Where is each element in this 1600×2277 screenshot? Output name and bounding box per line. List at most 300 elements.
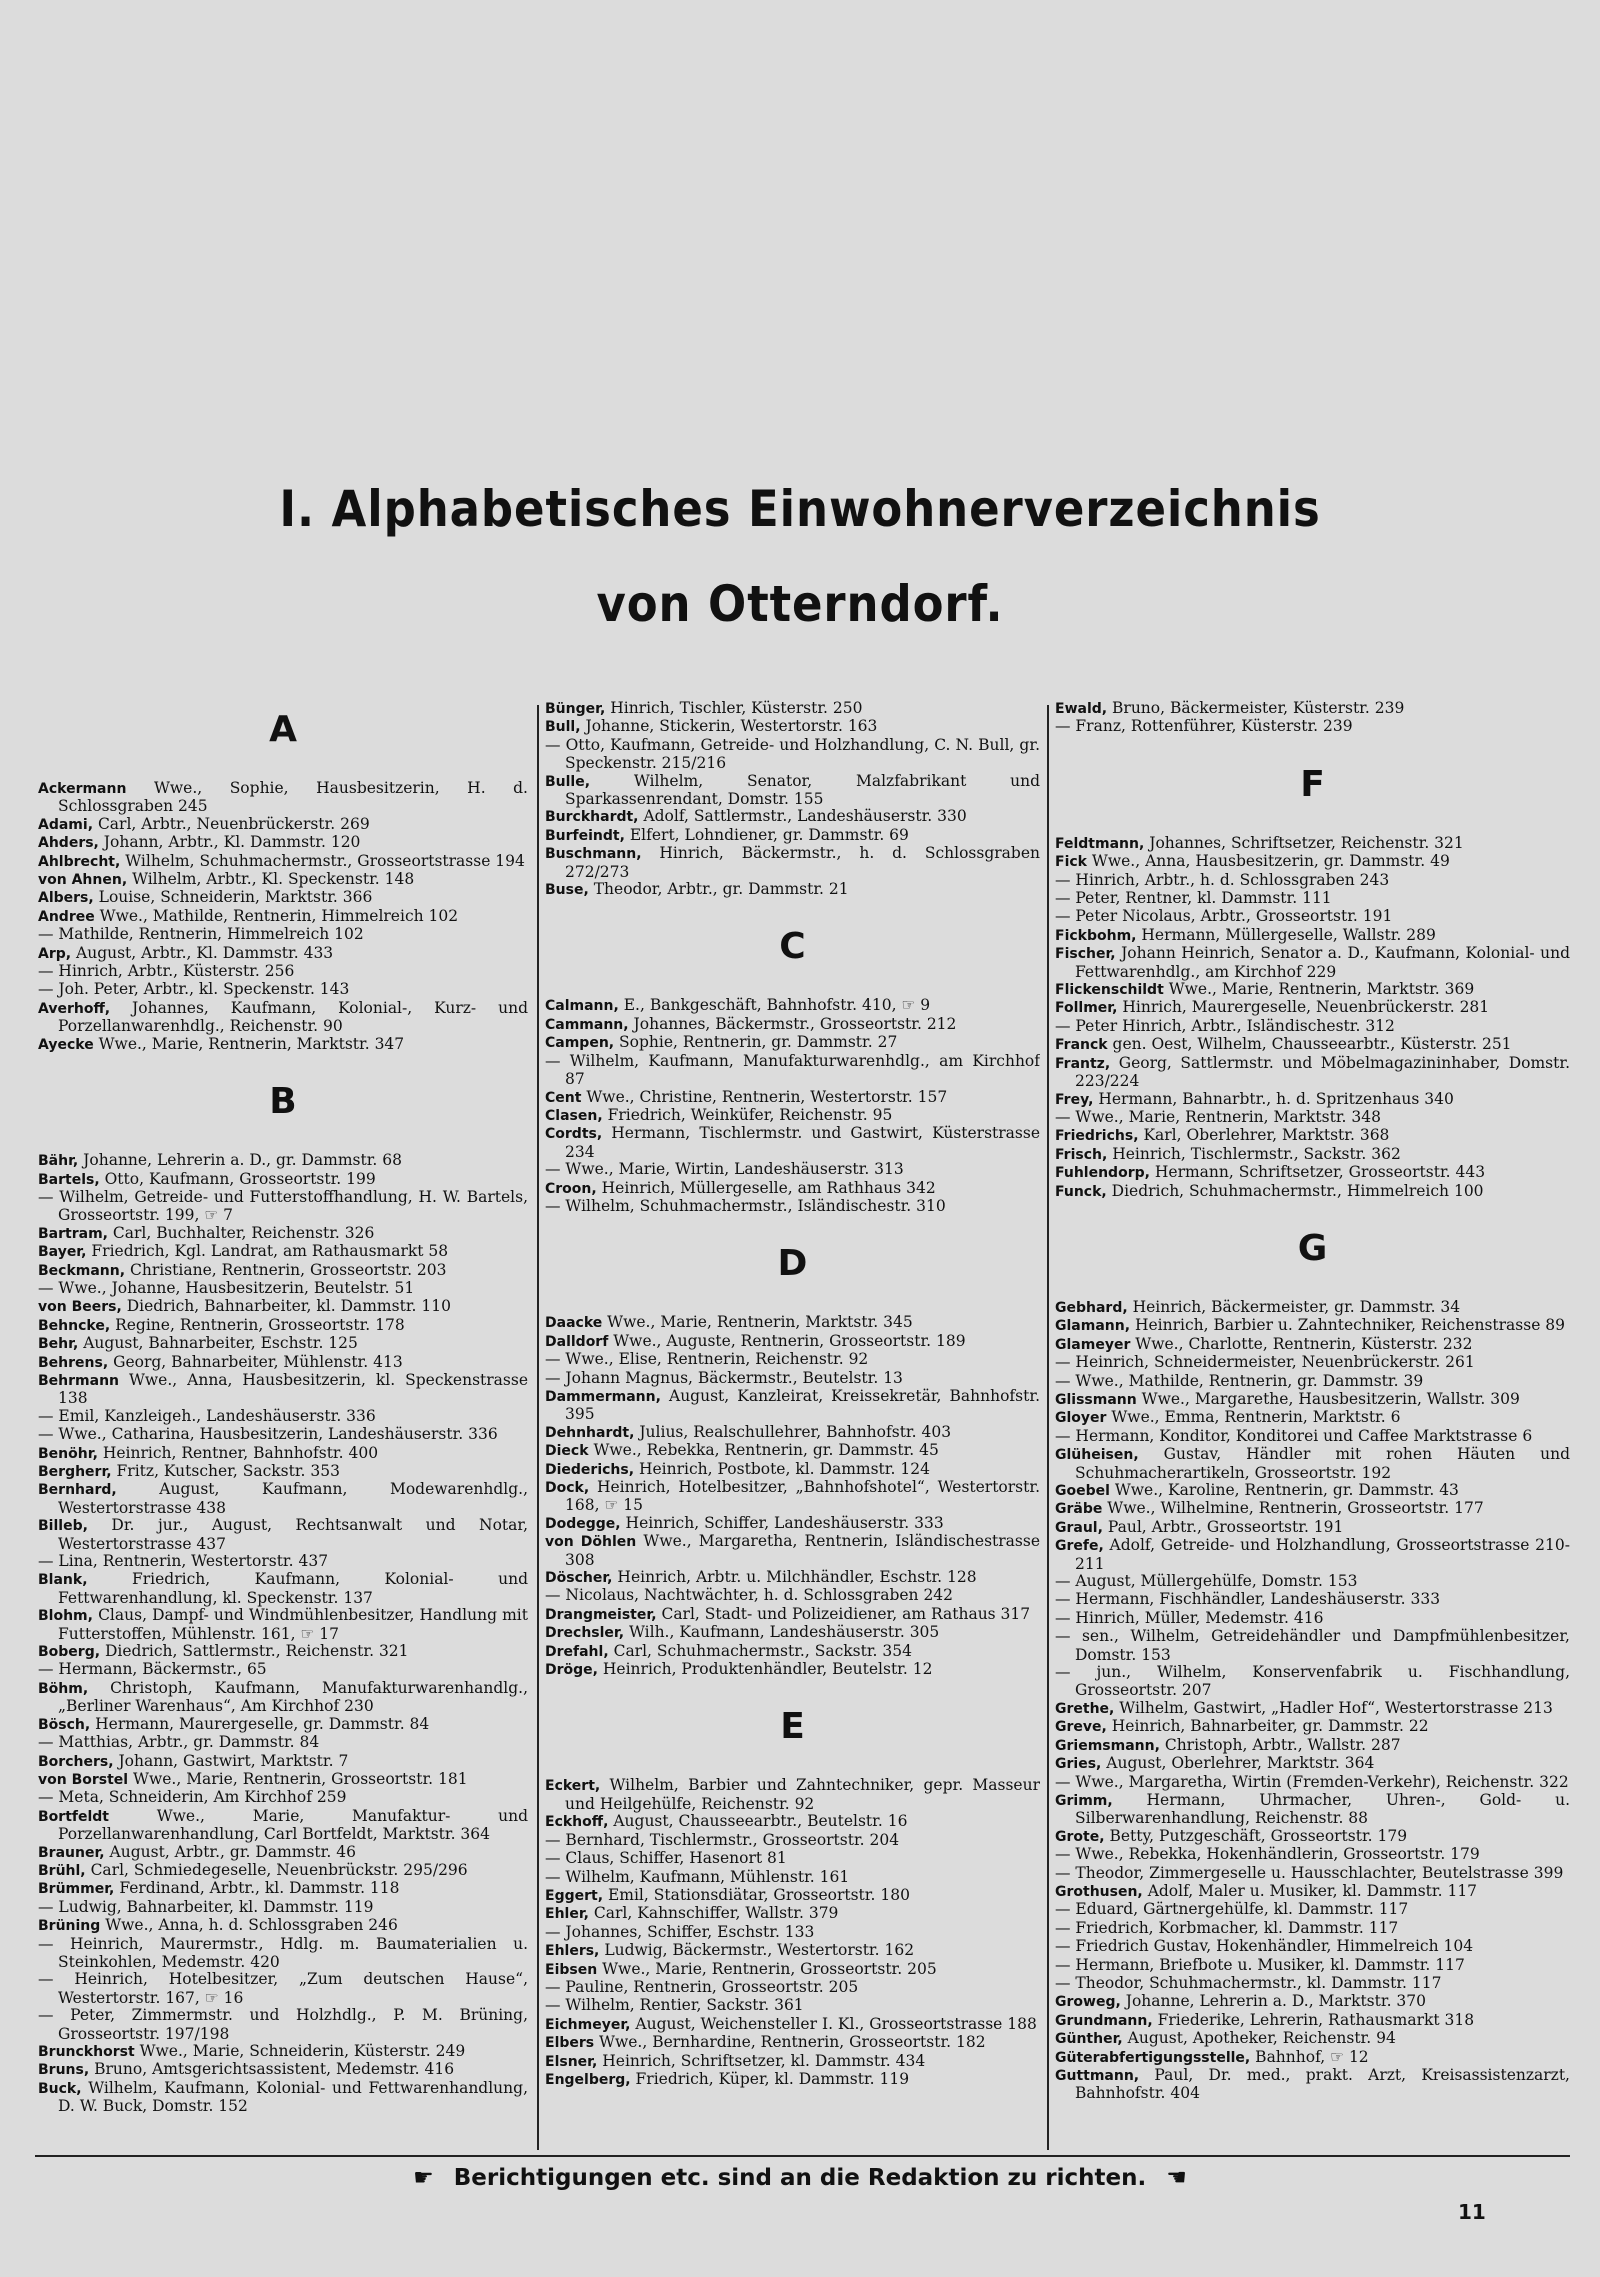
directory-entry <box>38 1408 528 1426</box>
entry-surname: Glissmann <box>1055 1391 1137 1408</box>
entry-details: — Hermann, Fischhändler, Landeshäuserstr. 333 <box>1055 1590 1441 1609</box>
page-number: 11 <box>1458 2200 1486 2224</box>
entry-details: Adolf, Sattlermstr., Landeshäuserstr. 330 <box>638 807 967 826</box>
entry-surname: Grothusen, <box>1055 1883 1143 1900</box>
entry-surname: Gloyer <box>1055 1410 1107 1427</box>
directory-entry <box>1055 1828 1570 1846</box>
directory-entry <box>1055 1591 1570 1609</box>
entry-details: Johanne, Lehrerin a. D., Marktstr. 370 <box>1120 1992 1427 2011</box>
entry-surname: Burfeindt, <box>545 827 625 844</box>
entry-surname: Glamann, <box>1055 1318 1131 1335</box>
directory-entry <box>545 1351 1040 1369</box>
directory-entry <box>38 1426 528 1444</box>
entry-details: Wwe., Auguste, Rentnerin, Grosseortstr. 189 <box>608 1331 966 1350</box>
pointing-hand-icon: ☚ <box>1166 2165 1187 2191</box>
directory-entry <box>545 2053 1040 2071</box>
column-3 <box>1055 700 1570 2150</box>
entry-details: — Nicolaus, Nachtwächter, h. d. Schlossgraben 242 <box>545 1586 954 1605</box>
entry-details: Wwe., Charlotte, Rentnerin, Küsterstr. 232 <box>1130 1334 1473 1353</box>
entry-details: August, Arbtr., Kl. Dammstr. 433 <box>71 943 334 962</box>
entry-details: Johann, Arbtr., Kl. Dammstr. 120 <box>98 833 361 852</box>
directory-entry <box>38 1607 528 1643</box>
entry-details: — Wwe., Catharina, Hausbesitzerin, Landeshäuserstr. 336 <box>38 1425 498 1444</box>
entry-details: August, Weichensteller I. Kl., Grosseortstrasse 188 <box>630 2014 1037 2033</box>
directory-entry <box>38 1225 528 1243</box>
directory-entry <box>545 1643 1040 1661</box>
footer-note <box>0 2165 1600 2191</box>
entry-surname: Dammermann, <box>545 1388 661 1405</box>
entry-surname: Franck <box>1055 1037 1108 1054</box>
directory-entry <box>1055 1354 1570 1372</box>
entry-details: — Friedrich, Korbmacher, kl. Dammstr. 117 <box>1055 1918 1399 1937</box>
entry-details: — Wwe., Mathilde, Rentnerin, gr. Dammstr. 39 <box>1055 1371 1424 1390</box>
entry-surname: Glüheisen, <box>1055 1447 1139 1464</box>
entry-details: — Peter, Rentner, kl. Dammstr. 111 <box>1055 889 1332 908</box>
directory-entry <box>1055 908 1570 926</box>
entry-details: Diedrich, Bahnarbeiter, kl. Dammstr. 110 <box>121 1297 451 1316</box>
column-1 <box>38 700 528 2150</box>
entry-details: Wwe., Marie, Rentnerin, Marktstr. 345 <box>602 1313 913 1332</box>
entry-details: — Theodor, Zimmergeselle u. Hausschlachter, Beutelstrasse 399 <box>1055 1863 1564 1882</box>
entry-details: Georg, Bahnarbeiter, Mühlenstr. 413 <box>108 1352 403 1371</box>
entry-details: Heinrich, Tischlermstr., Sackstr. 362 <box>1107 1144 1401 1163</box>
entry-details: Johannes, Kaufmann, Kolonial-, Kurz- und Porzellanwarenhdlg., Reichenstr. 90 <box>58 998 528 1036</box>
directory-entry <box>545 1442 1040 1460</box>
directory-entry <box>545 1034 1040 1052</box>
directory-entry <box>545 1370 1040 1388</box>
entry-details: — Heinrich, Schneidermeister, Neuenbrückerstr. 261 <box>1055 1353 1475 1372</box>
directory-entry <box>38 1753 528 1771</box>
entry-details: — Wilhelm, Schuhmachermstr., Isländischestr. 310 <box>545 1196 946 1215</box>
directory-entry <box>38 1716 528 1734</box>
entry-surname: von Beers, <box>38 1299 122 1316</box>
entry-details: Wwe., Marie, Manufaktur- und Porzellanwarenhandlung, Carl Bortfeldt, Marktstr. 364 <box>58 1806 528 1844</box>
entry-details: Wwe., Emma, Rentnerin, Marktstr. 6 <box>1106 1408 1401 1427</box>
entry-details: Wilhelm, Schuhmachermstr., Grosseortstrasse 194 <box>120 851 525 870</box>
entry-surname: Dieck <box>545 1443 589 1460</box>
entry-details: Johannes, Bäckermstr., Grosseortstr. 212 <box>628 1014 957 1033</box>
entry-surname: Grethe, <box>1055 1700 1115 1717</box>
entry-surname: Bull, <box>545 719 581 736</box>
entry-details: Wwe., Rebekka, Rentnerin, gr. Dammstr. 45 <box>588 1441 939 1460</box>
entry-surname: Brüning <box>38 1918 101 1935</box>
directory-entry <box>38 981 528 999</box>
entry-details: Heinrich, Postbote, kl. Dammstr. 124 <box>634 1459 930 1478</box>
entry-details: — jun., Wilhelm, Konservenfabrik u. Fischhandlung, Grosseortstr. 207 <box>1055 1663 1570 1700</box>
entry-details: Wilhelm, Arbtr., Kl. Speckenstr. 148 <box>127 870 415 889</box>
entry-details: Hermann, Müllergeselle, Wallstr. 289 <box>1136 925 1436 944</box>
entry-surname: Günther, <box>1055 2031 1123 2048</box>
directory-entry <box>1055 700 1570 718</box>
directory-entry <box>38 1734 528 1752</box>
directory-entry <box>38 1553 528 1571</box>
directory-entry <box>38 2007 528 2043</box>
entry-details: Johann Heinrich, Senator a. D., Kaufmann, Kolonial- und Fettwarenhdlg., am Kirchhof 229 <box>1075 944 1570 981</box>
column-divider <box>537 705 539 2150</box>
entry-details: — Johann Magnus, Bäckermstr., Beutelstr. 13 <box>545 1368 903 1387</box>
page-title: I. Alphabetisches Einwohnerverzeichnis <box>279 480 1321 538</box>
directory-entry <box>38 780 528 816</box>
entry-details: Wilh., Kaufmann, Landeshäuserstr. 305 <box>624 1623 940 1642</box>
entry-surname: Bähr, <box>38 1153 79 1170</box>
directory-entry <box>38 834 528 852</box>
entry-surname: Fischer, <box>1055 946 1116 963</box>
entry-surname: Friedrichs, <box>1055 1128 1139 1145</box>
entry-surname: Güterabfertigungsstelle, <box>1055 2049 1251 2066</box>
entry-details: — Wilhelm, Kaufmann, Mühlenstr. 161 <box>545 1867 850 1886</box>
entry-surname: Cent <box>545 1089 582 1106</box>
entry-details: Christoph, Kaufmann, Manufakturwarenhandlg., „Berliner Warenhaus“, Am Kirchhof 230 <box>58 1678 528 1716</box>
entry-details: Heinrich, Barbier u. Zahntechniker, Reichenstrasse 89 <box>1130 1316 1566 1335</box>
entry-details: August, Apotheker, Reichenstr. 94 <box>1122 2029 1396 2048</box>
entry-surname: Ehler, <box>545 1906 589 1923</box>
entry-surname: Bortfeldt <box>38 1808 109 1825</box>
directory-entry <box>38 1000 528 1036</box>
entry-surname: Dröge, <box>545 1662 598 1679</box>
directory-entry <box>545 1125 1040 1161</box>
entry-details: Karl, Oberlehrer, Marktstr. 368 <box>1138 1126 1390 1145</box>
entry-details: Hinrich, Tischler, Küsterstr. 250 <box>605 700 863 717</box>
entry-surname: Greve, <box>1055 1719 1107 1736</box>
directory-entry <box>1055 1865 1570 1883</box>
entry-details: Paul, Arbtr., Grosseortstr. 191 <box>1102 1517 1344 1536</box>
entry-surname: Bösch, <box>38 1716 91 1733</box>
entry-details: Wwe., Margarethe, Hausbesitzerin, Wallstr. 309 <box>1136 1389 1520 1408</box>
entry-details: Elfert, Lohndiener, gr. Dammstr. 69 <box>624 825 909 844</box>
entry-details: — Matthias, Arbtr., gr. Dammstr. 84 <box>38 1733 320 1752</box>
entry-details: Friedrich, Weinküfer, Reichenstr. 95 <box>602 1105 893 1124</box>
entry-surname: Follmer, <box>1055 1000 1118 1017</box>
entry-details: Carl, Schmiedegeselle, Neuenbrückstr. 295/296 <box>85 1860 468 1879</box>
entry-details: Paul, Dr. med., prakt. Arzt, Kreisassistenzarzt, Bahnhofstr. 404 <box>1075 2066 1570 2103</box>
entry-details: Dr. jur., August, Rechtsanwalt und Notar, Westertorstrasse 437 <box>58 1516 528 1553</box>
directory-entry <box>1055 1737 1570 1755</box>
directory-entry <box>38 1789 528 1807</box>
entry-details: — Hinrich, Arbtr., h. d. Schlossgraben 243 <box>1055 870 1390 889</box>
entry-details: Emil, Stationsdiätar, Grosseortstr. 180 <box>603 1885 910 1904</box>
directory-entry <box>1055 1409 1570 1427</box>
entry-details: Wwe., Mathilde, Rentnerin, Himmelreich 102 <box>94 906 459 925</box>
entry-surname: Eibsen <box>545 1961 598 1978</box>
entry-details: Wwe., Marie, Rentnerin, Grosseortstr. 181 <box>128 1769 468 1788</box>
entry-surname: Arp, <box>38 945 72 962</box>
entry-surname: von Borstel <box>38 1771 129 1788</box>
entry-surname: Frisch, <box>1055 1146 1108 1163</box>
directory-entry <box>38 1899 528 1917</box>
entry-details: Wwe., Anna, Hausbesitzerin, kl. Speckenstrasse 138 <box>58 1370 528 1408</box>
entry-details: Heinrich, Rentner, Bahnhofstr. 400 <box>97 1443 379 1462</box>
entry-details: Wwe., Margaretha, Rentnerin, Isländischestrasse 308 <box>565 1532 1040 1569</box>
entry-details: — Joh. Peter, Arbtr., kl. Speckenstr. 143 <box>38 980 350 999</box>
directory-entry <box>545 1107 1040 1125</box>
entry-surname: Groweg, <box>1055 1994 1121 2011</box>
directory-entry <box>1055 1164 1570 1182</box>
directory-entry <box>38 816 528 834</box>
entry-surname: Blank, <box>38 1572 88 1589</box>
directory-entry <box>545 827 1040 845</box>
entry-surname: Brühl, <box>38 1862 86 1879</box>
directory-entry <box>1055 1428 1570 1446</box>
directory-entry <box>1055 890 1570 908</box>
entry-surname: Andree <box>38 908 95 925</box>
entry-details: Wwe., Bernhardine, Rentnerin, Grosseortstr. 182 <box>594 2033 986 2052</box>
directory-entry <box>545 700 1040 718</box>
entry-details: Wwe., Christine, Rentnerin, Westertorstr. 157 <box>581 1087 948 1106</box>
entry-surname: Grote, <box>1055 1828 1105 1845</box>
directory-entry <box>545 845 1040 881</box>
directory-entry <box>545 1314 1040 1332</box>
entry-surname: Fick <box>1055 854 1087 871</box>
entry-details: Gustav, Händler mit rohen Häuten und Schuhmacherartikeln, Grosseortstr. 192 <box>1075 1445 1570 1482</box>
directory-entry <box>1055 1537 1570 1573</box>
directory-entry <box>38 1171 528 1189</box>
directory-entry <box>38 908 528 926</box>
directory-entry <box>1055 1901 1570 1919</box>
entry-details: Hermann, Bahnarbtr., h. d. Spritzenhaus 340 <box>1093 1089 1454 1108</box>
entry-details: — Johannes, Schiffer, Eschstr. 133 <box>545 1922 815 1941</box>
entry-surname: Burckhardt, <box>545 809 639 826</box>
entry-surname: Behrens, <box>38 1354 109 1371</box>
entry-surname: von Döhlen <box>545 1534 637 1551</box>
entry-details: Diedrich, Sattlermstr., Reichenstr. 321 <box>100 1642 409 1661</box>
entry-details: — Wwe., Marie, Rentnerin, Marktstr. 348 <box>1055 1107 1381 1126</box>
entry-details: — Hinrich, Arbtr., Küsterstr. 256 <box>38 962 295 981</box>
entry-details: Sophie, Rentnerin, gr. Dammstr. 27 <box>614 1033 898 1052</box>
entry-surname: Eckert, <box>545 1778 601 1795</box>
directory-entry <box>38 1354 528 1372</box>
directory-entry <box>545 1016 1040 1034</box>
directory-entry <box>545 737 1040 773</box>
entry-details: — Wwe., Marie, Wirtin, Landeshäuserstr. 313 <box>545 1160 904 1179</box>
entry-details: Betty, Putzgeschäft, Grosseortstr. 179 <box>1104 1826 1408 1845</box>
directory-entry <box>1055 1336 1570 1354</box>
entry-details: Christiane, Rentnerin, Grosseortstr. 203 <box>125 1260 447 1279</box>
entry-surname: Adami, <box>38 816 94 833</box>
directory-entry <box>545 1661 1040 1679</box>
directory-entry <box>1055 2067 1570 2103</box>
directory-entry <box>545 2034 1040 2052</box>
entry-surname: Gräbe <box>1055 1501 1103 1518</box>
entry-details: Bruno, Amtsgerichtsassistent, Medemstr. 416 <box>89 2060 455 2079</box>
directory-entry <box>1055 2030 1570 2048</box>
entry-details: Wwe., Sophie, Hausbesitzerin, H. d. Schlossgraben 245 <box>58 779 528 816</box>
entry-details: — Hermann, Konditor, Konditorei und Caffee Marktstrasse 6 <box>1055 1426 1533 1445</box>
entry-surname: Grefe, <box>1055 1538 1104 1555</box>
entry-surname: Elsner, <box>545 2053 598 2070</box>
directory-entry <box>1055 945 1570 981</box>
directory-entry <box>545 1869 1040 1887</box>
directory-entry <box>38 853 528 871</box>
entry-details: Hermann, Maurergeselle, gr. Dammstr. 84 <box>90 1714 430 1733</box>
entry-surname: Cordts, <box>545 1126 603 1143</box>
entry-surname: Goebel <box>1055 1483 1110 1499</box>
section-letter: E <box>780 1706 805 1748</box>
entry-details: Friedrich, Kgl. Landrat, am Rathausmarkt 58 <box>86 1242 449 1261</box>
entry-surname: Griemsmann, <box>1055 1737 1160 1754</box>
entry-surname: Fickbohm, <box>1055 927 1137 944</box>
directory-entry <box>545 1979 1040 1997</box>
directory-entry <box>1055 1127 1570 1145</box>
entry-surname: Ahders, <box>38 835 99 852</box>
directory-entry <box>1055 1391 1570 1409</box>
entry-surname: Bruns, <box>38 2062 90 2079</box>
directory-entry <box>38 1661 528 1679</box>
entry-surname: Behrmann <box>38 1372 120 1389</box>
directory-entry <box>545 1515 1040 1533</box>
directory-entry <box>1055 1299 1570 1317</box>
directory-entry <box>1055 835 1570 853</box>
directory-entry <box>1055 1993 1570 2011</box>
entry-details: Heinrich, Bahnarbeiter, gr. Dammstr. 22 <box>1106 1717 1429 1736</box>
entry-details: Wwe., Wilhelmine, Rentnerin, Grosseortstr. 177 <box>1102 1499 1484 1518</box>
entry-details: — Otto, Kaufmann, Getreide- und Holzhandlung, C. N. Bull, gr. Speckenstr. 215/216 <box>545 735 1040 773</box>
directory-entry <box>1055 1573 1570 1591</box>
pointing-hand-icon: ☛ <box>413 2165 434 2191</box>
entry-surname: Ackermann <box>38 781 127 797</box>
entry-surname: Buck, <box>38 2080 82 2097</box>
entry-surname: Ahlbrecht, <box>38 853 121 870</box>
entry-surname: Croon, <box>545 1180 597 1197</box>
directory-entry <box>38 1262 528 1280</box>
directory-entry <box>545 1161 1040 1179</box>
entry-details: Bahnhof, ☞ 12 <box>1250 2047 1369 2066</box>
entry-details: — Peter Nicolaus, Arbtr., Grosseortstr. 191 <box>1055 907 1393 926</box>
directory-entry <box>1055 1755 1570 1773</box>
entry-surname: Frantz, <box>1055 1055 1111 1072</box>
directory-entry <box>1055 1055 1570 1091</box>
directory-entry <box>1055 1883 1570 1901</box>
directory-entry <box>545 1777 1040 1813</box>
entry-details: — August, Müllergehülfe, Domstr. 153 <box>1055 1572 1358 1591</box>
entry-details: — Heinrich, Hotelbesitzer, „Zum deutschen Hause“, Westertorstr. 167, ☞ 16 <box>38 1970 528 2007</box>
entry-details: Johannes, Schriftsetzer, Reichenstr. 321 <box>1144 833 1464 852</box>
entry-surname: Eckhoff, <box>545 1814 609 1831</box>
entry-details: Heinrich, Schriftsetzer, kl. Dammstr. 434 <box>597 2051 926 2070</box>
entry-surname: Clasen, <box>545 1107 603 1124</box>
directory-entry <box>1055 1920 1570 1938</box>
entry-surname: Buse, <box>545 882 589 899</box>
entry-details: — Mathilde, Rentnerin, Himmelreich 102 <box>38 925 364 944</box>
entry-surname: Averhoff, <box>38 1000 111 1017</box>
entry-details: Wwe., Marie, Schneiderin, Küsterstr. 249 <box>134 2042 466 2060</box>
directory-entry <box>1055 2012 1570 2030</box>
entry-details: — Wilhelm, Kaufmann, Manufakturwarenhdlg., am Kirchhof 87 <box>545 1051 1040 1089</box>
entry-details: Wilhelm, Senator, Malzfabrikant und Sparkassenrendant, Domstr. 155 <box>565 771 1040 809</box>
column-2 <box>545 700 1040 2150</box>
entry-details: Fritz, Kutscher, Sackstr. 353 <box>111 1462 340 1480</box>
entry-surname: Grimm, <box>1055 1792 1113 1809</box>
entry-surname: Döscher, <box>545 1570 613 1587</box>
entry-details: Julius, Realschullehrer, Bahnhofstr. 403 <box>634 1422 952 1441</box>
directory-entry <box>545 1624 1040 1642</box>
entry-surname: Bergherr, <box>38 1464 112 1480</box>
directory-entry <box>545 1832 1040 1850</box>
entry-surname: Brauner, <box>38 1844 105 1861</box>
directory-entry <box>545 881 1040 899</box>
entry-details: Claus, Dampf- und Windmühlenbesitzer, Handlung mit Futterstoffen, Mühlenstr. 161, ☞ 17 <box>58 1606 528 1643</box>
entry-details: Diedrich, Schuhmachermstr., Himmelreich 100 <box>1106 1181 1484 1200</box>
entry-details: — Wwe., Elise, Rentnerin, Reichenstr. 92 <box>545 1350 869 1369</box>
directory-entry <box>38 1808 528 1844</box>
directory-entry <box>1055 1792 1570 1828</box>
directory-entry <box>545 1997 1040 2015</box>
entry-details: Hermann, Tischlermstr. und Gastwirt, Küsterstrasse 234 <box>565 1124 1040 1161</box>
entry-surname: Glameyer <box>1055 1336 1131 1353</box>
entry-details: Wwe., Marie, Rentnerin, Marktstr. 347 <box>93 1034 405 1053</box>
entry-surname: Frey, <box>1055 1091 1094 1108</box>
entry-surname: Boberg, <box>38 1644 101 1661</box>
entry-details: Wwe., Marie, Rentnerin, Marktstr. 369 <box>1163 980 1475 999</box>
entry-surname: Dodegge, <box>545 1515 621 1532</box>
directory-entry <box>1055 718 1570 736</box>
entry-details: August, Chausseearbtr., Beutelstr. 16 <box>608 1812 908 1831</box>
directory-entry <box>545 1924 1040 1942</box>
entry-details: Christoph, Arbtr., Wallstr. 287 <box>1159 1735 1401 1754</box>
directory-entry <box>545 1587 1040 1605</box>
entry-surname: Bulle, <box>545 773 591 790</box>
entry-details: — Ludwig, Bahnarbeiter, kl. Dammstr. 119 <box>38 1897 374 1916</box>
directory-entry <box>1055 1975 1570 1993</box>
directory-entry <box>1055 1146 1570 1164</box>
directory-entry <box>1055 981 1570 999</box>
directory-entry <box>1055 872 1570 890</box>
directory-entry <box>1055 1091 1570 1109</box>
directory-entry <box>545 1424 1040 1442</box>
entry-details: Ludwig, Bäckermstr., Westertorstr. 162 <box>599 1941 915 1960</box>
entry-details: Heinrich, Produktenhändler, Beutelstr. 12 <box>597 1660 933 1679</box>
entry-details: — sen., Wilhelm, Getreidehändler und Dampfmühlenbesitzer, Domstr. 153 <box>1055 1627 1570 1664</box>
entry-details: Regine, Rentnerin, Grosseortstr. 178 <box>110 1315 405 1334</box>
entry-details: Heinrich, Bäckermeister, gr. Dammstr. 34 <box>1127 1297 1461 1316</box>
entry-surname: Drechsler, <box>545 1625 625 1642</box>
entry-surname: Ewald, <box>1055 701 1108 717</box>
entry-surname: Calmann, <box>545 998 619 1015</box>
entry-details: — Bernhard, Tischlermstr., Grosseortstr. 204 <box>545 1830 900 1849</box>
entry-details: August, Kanzleirat, Kreissekretär, Bahnhofstr. 395 <box>565 1386 1040 1424</box>
directory-entry <box>1055 1446 1570 1482</box>
directory-entry <box>38 1971 528 2007</box>
directory-entry <box>38 1189 528 1225</box>
entry-details: Carl, Arbtr., Neuenbrückerstr. 269 <box>93 814 370 833</box>
section-letter: G <box>1297 1227 1328 1269</box>
entry-surname: Bayer, <box>38 1244 87 1261</box>
directory-entry <box>38 1917 528 1935</box>
section-letter: C <box>779 926 806 968</box>
directory-entry <box>545 1053 1040 1089</box>
entry-details: — Wilhelm, Getreide- und Futterstoffhandlung, H. W. Bartels, Grosseortstr. 199, ☞ 7 <box>38 1187 528 1225</box>
entry-details: Carl, Schuhmachermstr., Sackstr. 354 <box>608 1641 912 1660</box>
entry-details: August, Arbtr., gr. Dammstr. 46 <box>104 1842 356 1861</box>
directory-entry <box>1055 1482 1570 1500</box>
entry-details: August, Bahnarbeiter, Eschstr. 125 <box>78 1334 358 1353</box>
entry-surname: Benöhr, <box>38 1445 98 1462</box>
directory-entry <box>545 2071 1040 2089</box>
directory-entry <box>1055 1610 1570 1628</box>
directory-entry <box>1055 1628 1570 1664</box>
entry-surname: Grundmann, <box>1055 2012 1153 2029</box>
entry-surname: Guttmann, <box>1055 2068 1140 2084</box>
directory-entry <box>38 1936 528 1972</box>
entry-details: — Peter Hinrich, Arbtr., Isländischestr. 312 <box>1055 1016 1395 1035</box>
directory-entry <box>1055 1664 1570 1700</box>
entry-details: Friedrich, Küper, kl. Dammstr. 119 <box>630 2069 910 2088</box>
entry-details: Friedrich, Kaufmann, Kolonial- und Fettwarenhandlung, kl. Speckenstr. 137 <box>58 1570 528 1607</box>
entry-surname: Bartels, <box>38 1171 100 1188</box>
entry-details: Wilhelm, Kaufmann, Kolonial- und Fettwarenhandlung, D. W. Buck, Domstr. 152 <box>58 2078 528 2116</box>
entry-details: — Hinrich, Müller, Medemstr. 416 <box>1055 1608 1324 1627</box>
directory-entry <box>1055 1718 1570 1736</box>
entry-surname: Fuhlendorp, <box>1055 1165 1150 1182</box>
